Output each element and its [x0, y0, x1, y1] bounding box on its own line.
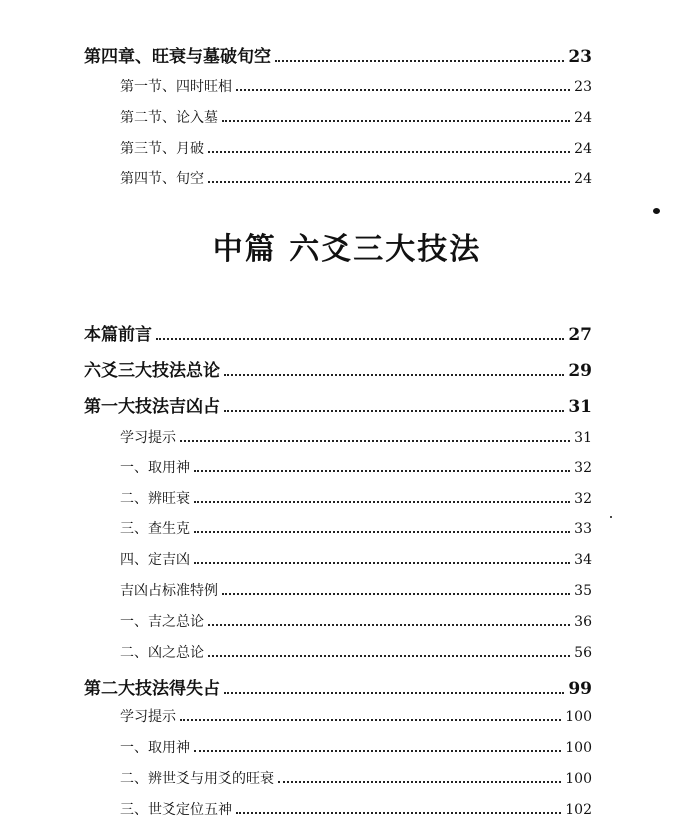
- toc-entry-title: 三、查生克: [120, 521, 190, 537]
- dot-leader: [236, 89, 570, 91]
- dot-leader: [194, 470, 570, 472]
- dot-leader: [224, 374, 564, 376]
- toc-entry-title: 一、取用神: [120, 740, 190, 756]
- toc-entry-page: 33: [574, 521, 592, 537]
- dot-leader: [236, 812, 561, 814]
- dot-leader: [208, 181, 570, 183]
- toc-entry-title: 三、世爻定位五神: [120, 802, 232, 818]
- toc-entry-page: 29: [568, 361, 592, 381]
- dot-leader: [208, 655, 570, 657]
- dot-leader: [180, 719, 561, 721]
- toc-entry-chapter[interactable]: [84, 42, 592, 67]
- toc-entry-section[interactable]: [120, 427, 592, 447]
- toc-entry-chapter[interactable]: [84, 674, 592, 699]
- toc-entry-title: 第四章、旺衰与墓破旬空: [84, 47, 271, 67]
- toc-entry-page: 102: [565, 802, 592, 818]
- toc-entry-title: 四、定吉凶: [120, 552, 190, 568]
- toc-entry-title: 二、凶之总论: [120, 645, 204, 661]
- dot-leader: [224, 692, 564, 694]
- toc-entry-section[interactable]: [120, 611, 592, 631]
- toc-entry-page: 34: [574, 552, 592, 568]
- dot-leader: [222, 120, 570, 122]
- toc-entry-section[interactable]: [120, 168, 592, 188]
- toc-entry-page: 56: [574, 645, 592, 661]
- toc-entry-section[interactable]: [120, 107, 592, 127]
- toc-entry-section[interactable]: [120, 76, 592, 96]
- toc-entry-section[interactable]: [120, 457, 592, 477]
- dot-leader: [208, 151, 570, 153]
- toc-entry-title: 第二大技法得失占: [84, 679, 220, 699]
- toc-entry-section[interactable]: [120, 799, 592, 819]
- dot-leader: [208, 624, 570, 626]
- toc-entry-section[interactable]: [120, 580, 592, 600]
- toc-entry-title: 二、辨世爻与用爻的旺衰: [120, 771, 274, 787]
- toc-entry-page: 100: [565, 709, 592, 725]
- toc-entry-section[interactable]: [120, 768, 592, 788]
- toc-entry-page: 31: [574, 430, 592, 446]
- dot-leader: [275, 60, 564, 62]
- toc-entry-title: 学习提示: [120, 430, 176, 446]
- toc-entry-section[interactable]: [120, 549, 592, 569]
- toc-entry-page: 36: [574, 614, 592, 630]
- dot-leader: [180, 440, 570, 442]
- dot-leader: [156, 338, 564, 340]
- toc-entry-title: 一、吉之总论: [120, 614, 204, 630]
- toc-entry-section[interactable]: [120, 737, 592, 757]
- scan-speck: [610, 516, 612, 518]
- toc-entry-section[interactable]: [120, 138, 592, 158]
- toc-entry-page: 31: [568, 397, 592, 417]
- toc-entry-title: 第一大技法吉凶占: [84, 397, 220, 417]
- toc-entry-chapter[interactable]: [84, 356, 592, 381]
- dot-leader: [278, 781, 561, 783]
- toc-entry-page: 23: [574, 79, 592, 95]
- toc-entry-title: 二、辨旺衰: [120, 491, 190, 507]
- toc-entry-title: 第一节、四时旺相: [120, 79, 232, 95]
- toc-entry-section[interactable]: [120, 488, 592, 508]
- dot-leader: [194, 562, 570, 564]
- toc-entry-title: 学习提示: [120, 709, 176, 725]
- toc-entry-title: 吉凶占标准特例: [120, 583, 218, 599]
- dot-leader: [224, 410, 564, 412]
- toc-entry-title: 第四节、旬空: [120, 171, 204, 187]
- dot-leader: [194, 750, 561, 752]
- toc-entry-title: 本篇前言: [84, 325, 152, 345]
- toc-entry-title: 一、取用神: [120, 460, 190, 476]
- toc-entry-page: 24: [574, 141, 592, 157]
- toc-entry-title: 六爻三大技法总论: [84, 361, 220, 381]
- toc-entry-chapter[interactable]: [84, 320, 592, 345]
- toc-entry-page: 24: [574, 110, 592, 126]
- toc-entry-section[interactable]: [120, 706, 592, 726]
- toc-entry-chapter[interactable]: [84, 392, 592, 417]
- part-title: 中篇 六爻三大技法: [212, 232, 482, 267]
- toc-entry-title: 第二节、论入墓: [120, 110, 218, 126]
- toc-entry-page: 100: [565, 740, 592, 756]
- toc-entry-title: 第三节、月破: [120, 141, 204, 157]
- toc-entry-page: 23: [568, 47, 592, 67]
- dot-leader: [194, 501, 570, 503]
- toc-entry-page: 32: [574, 491, 592, 507]
- toc-entry-section[interactable]: [120, 518, 592, 538]
- toc-entry-page: 24: [574, 171, 592, 187]
- toc-entry-page: 35: [574, 583, 592, 599]
- toc-entry-page: 32: [574, 460, 592, 476]
- toc-entry-page: 100: [565, 771, 592, 787]
- toc-entry-page: 27: [568, 325, 592, 345]
- scan-speck: [653, 208, 660, 214]
- toc-entry-section[interactable]: [120, 642, 592, 662]
- dot-leader: [222, 593, 570, 595]
- dot-leader: [194, 531, 570, 533]
- toc-entry-page: 99: [568, 679, 592, 699]
